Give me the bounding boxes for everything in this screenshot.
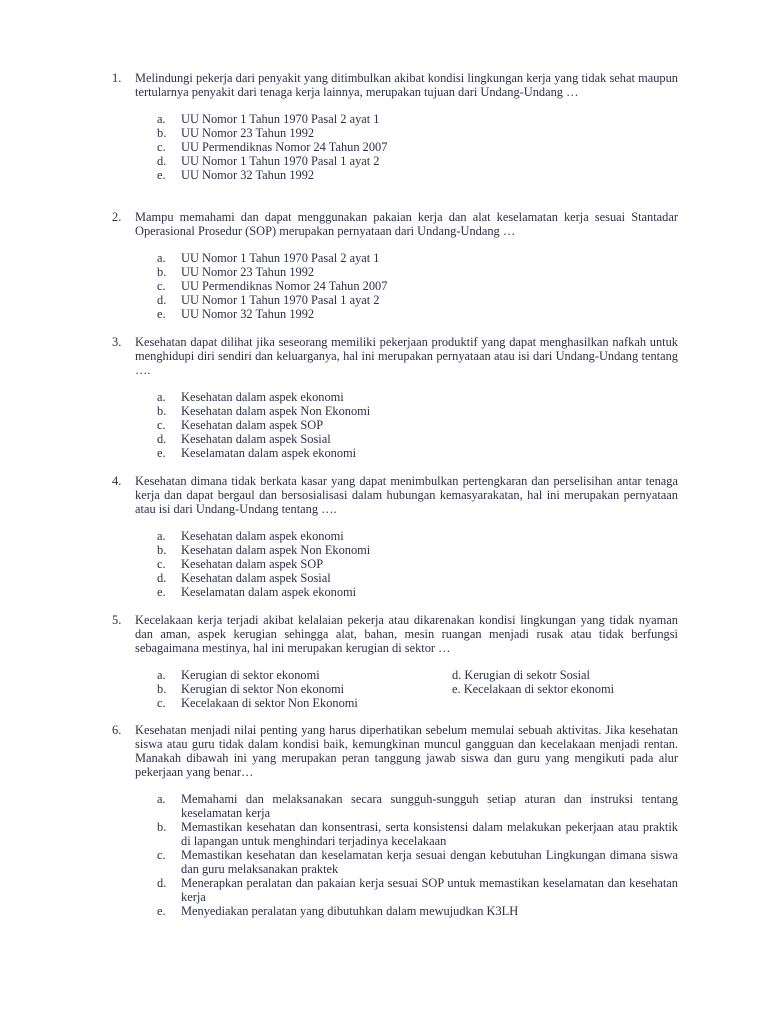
option-text: Memastikan kesehatan dan konsentrasi, serta konsistensi dalam melakukan pekerjaan atau praktik di lapangan untuk menghindari terjadinya kecelakaan	[181, 820, 678, 848]
option-letter: c.	[157, 557, 166, 571]
option-text: UU Permendiknas Nomor 24 Tahun 2007	[181, 279, 388, 293]
option-text: Kesehatan dalam aspek Sosial	[181, 432, 331, 446]
option-item	[157, 251, 678, 265]
option-item: e. Kecelakaan di sektor ekonomi	[452, 682, 615, 696]
option-item	[157, 876, 678, 904]
option-list	[157, 390, 678, 460]
option-letter: a.	[157, 792, 166, 806]
option-letter: a.	[157, 390, 166, 404]
option-letter: e.	[157, 904, 166, 918]
option-item	[157, 529, 678, 543]
option-letter: c.	[157, 696, 166, 710]
question-4	[112, 474, 678, 599]
question-3	[112, 335, 678, 460]
option-letter: c.	[157, 279, 166, 293]
question-number: 3.	[112, 335, 122, 349]
option-text: Kesehatan dalam aspek SOP	[181, 418, 324, 432]
option-list	[157, 112, 678, 182]
question-number: 2.	[112, 210, 122, 224]
option-letter: b.	[157, 265, 167, 279]
option-text: UU Nomor 1 Tahun 1970 Pasal 2 ayat 1	[181, 251, 380, 265]
option-text: Memahami dan melaksanakan secara sungguh-sungguh setiap aturan dan instruksi tentang keselamatan kerja	[181, 792, 678, 820]
option-text: Kerugian di sektor Non ekonomi	[181, 682, 345, 696]
option-item	[157, 848, 678, 876]
option-letter: b.	[157, 543, 167, 557]
option-item	[157, 112, 678, 126]
option-item	[157, 168, 678, 182]
question-number: 4.	[112, 474, 122, 488]
option-item	[157, 126, 678, 140]
option-letter: b.	[157, 682, 167, 696]
option-letter: e.	[157, 446, 166, 460]
option-item	[157, 696, 678, 710]
option-list	[157, 668, 678, 710]
question-text: Kesehatan menjadi nilai penting yang harus diperhatikan sebelum memulai sebuah aktivitas. Jika kesehatan siswa atau guru tidak dalam kondisi baik, kemungkinan muncul gangguan dan kecelakaan menjadi rentan. Manakah dibawah ini yang merupakan peran tanggung jawab siswa dan guru yang mengikuti pada alur pekerjaan yang benar…	[135, 723, 678, 779]
option-item: d. Kerugian di sekotr Sosial	[452, 668, 590, 682]
question-text: Melindungi pekerja dari penyakit yang ditimbulkan akibat kondisi lingkungan kerja yang tidak sehat maupun tertularnya penyakit dari tenaga kerja lainnya, merupakan tujuan dari Undang-Undang …	[135, 71, 678, 99]
question-2	[112, 210, 678, 321]
option-letter: a.	[157, 251, 166, 265]
option-item	[157, 585, 678, 599]
option-item	[157, 307, 678, 321]
option-letter: e.	[157, 168, 166, 182]
option-letter: c.	[157, 418, 166, 432]
option-list	[157, 529, 678, 599]
option-text: Kesehatan dalam aspek Sosial	[181, 571, 331, 585]
option-text: Kerugian di sektor ekonomi	[181, 668, 320, 682]
question-text: Kesehatan dimana tidak berkata kasar yang dapat menimbulkan pertengkaran dan perselisihan antar tenaga kerja dan dapat bergaul dan bersosialisasi dalam hubungan kemasyarakatan, hal ini merupakan pernyataan atau isi dari Undang-Undang tentang ….	[135, 474, 678, 516]
option-text: Menyediakan peralatan yang dibutuhkan dalam mewujudkan K3LH	[181, 904, 519, 918]
option-item	[157, 571, 678, 585]
option-letter: c.	[157, 848, 166, 862]
option-item	[157, 446, 678, 460]
option-text: Kesehatan dalam aspek ekonomi	[181, 529, 344, 543]
option-letter: d.	[157, 154, 167, 168]
option-text: Menerapkan peralatan dan pakaian kerja sesuai SOP untuk memastikan keselamatan dan kesehatan kerja	[181, 876, 678, 904]
question-1	[112, 71, 678, 182]
option-list	[157, 251, 678, 321]
option-item	[157, 792, 678, 820]
option-item	[157, 904, 678, 918]
option-text: Memastikan kesehatan dan keselamatan kerja sesuai dengan kebutuhan Lingkungan dimana siswa dan guru melaksanakan praktek	[181, 848, 678, 876]
option-letter: e.	[157, 307, 166, 321]
question-text: Kecelakaan kerja terjadi akibat kelalaian pekerja atau dikarenakan kondisi lingkungan yang tidak nyaman dan aman, aspek kerugian sehingga alat, bahan, mesin ruangan menjadi rusak atau tidak berfungsi sebagaimana mestinya, hal ini merupakan kerugian di sektor …	[135, 613, 678, 655]
option-letter: b.	[157, 126, 167, 140]
option-letter: d.	[157, 293, 167, 307]
option-item	[157, 265, 678, 279]
option-text: UU Nomor 23 Tahun 1992	[181, 126, 315, 140]
option-text: Keselamatan dalam aspek ekonomi	[181, 446, 357, 460]
question-number: 1.	[112, 71, 122, 85]
question-5	[112, 613, 678, 710]
option-text: UU Nomor 32 Tahun 1992	[181, 307, 315, 321]
option-text: Kesehatan dalam aspek Non Ekonomi	[181, 404, 371, 418]
option-item	[157, 140, 678, 154]
option-letter: d.	[157, 876, 167, 890]
option-item	[157, 557, 678, 571]
option-item	[157, 820, 678, 848]
option-list	[157, 792, 678, 918]
question-number: 6.	[112, 723, 122, 737]
option-letter: a.	[157, 668, 166, 682]
option-item	[157, 418, 678, 432]
option-item	[157, 404, 678, 418]
option-item	[157, 293, 678, 307]
option-item	[157, 390, 678, 404]
option-letter: a.	[157, 529, 166, 543]
option-text: Kecelakaan di sektor Non Ekonomi	[181, 696, 358, 710]
option-text: UU Permendiknas Nomor 24 Tahun 2007	[181, 140, 388, 154]
option-text: UU Nomor 1 Tahun 1970 Pasal 1 ayat 2	[181, 293, 380, 307]
option-text: UU Nomor 1 Tahun 1970 Pasal 1 ayat 2	[181, 154, 380, 168]
option-letter: e.	[157, 585, 166, 599]
question-6	[112, 723, 678, 918]
option-letter: a.	[157, 112, 166, 126]
option-item	[157, 543, 678, 557]
option-text: UU Nomor 32 Tahun 1992	[181, 168, 315, 182]
option-item	[157, 432, 678, 446]
option-text: Keselamatan dalam aspek ekonomi	[181, 585, 357, 599]
option-item	[157, 279, 678, 293]
question-text: Mampu memahami dan dapat menggunakan pakaian kerja dan alat keselamatan kerja sesuai Stantadar Operasional Prosedur (SOP) merupakan pernyataan dari Undang-Undang …	[135, 210, 678, 238]
option-letter: d.	[157, 432, 167, 446]
option-letter: b.	[157, 404, 167, 418]
option-item	[157, 154, 678, 168]
option-text: Kesehatan dalam aspek Non Ekonomi	[181, 543, 371, 557]
option-column-right	[452, 668, 712, 696]
option-letter: c.	[157, 140, 166, 154]
option-text: Kesehatan dalam aspek ekonomi	[181, 390, 344, 404]
option-letter: d.	[157, 571, 167, 585]
question-text: Kesehatan dapat dilihat jika seseorang memiliki pekerjaan produktif yang dapat menghasilkan nafkah untuk menghidupi diri sendiri dan keluarganya, hal ini merupakan pernyataan atau isi dari Undang-Undang tentang ….	[135, 335, 678, 377]
option-text: UU Nomor 1 Tahun 1970 Pasal 2 ayat 1	[181, 112, 380, 126]
question-number: 5.	[112, 613, 122, 627]
option-text: UU Nomor 23 Tahun 1992	[181, 265, 315, 279]
option-letter: b.	[157, 820, 167, 834]
option-text: Kesehatan dalam aspek SOP	[181, 557, 324, 571]
